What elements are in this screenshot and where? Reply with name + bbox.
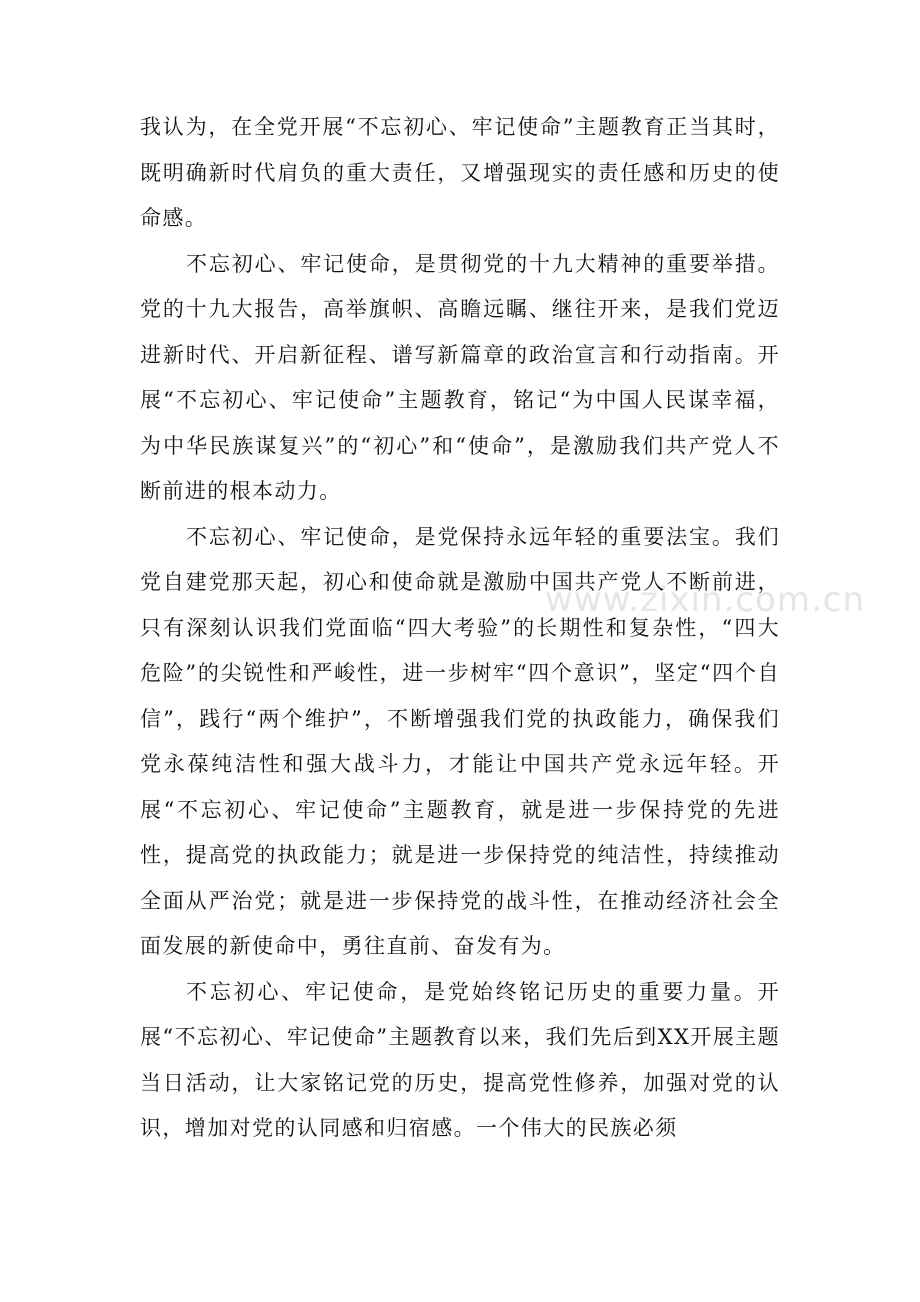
paragraph-4: 不忘初心、牢记使命，是党始终铭记历史的重要力量。开展“不忘初心、牢记使命”主题教育以来，我们先后到XX开展主题当日活动，让大家铭记党的历史，提高党性修养，加强对党的认识，增加对党的认同感和归宿感。一个伟大的民族必须	[140, 979, 780, 1140]
watermark: www.zixin.com.cn	[545, 580, 865, 620]
document-body	[140, 105, 780, 1152]
paragraph-1: 我认为，在全党开展“不忘初心、牢记使命”主题教育正当其时，既明确新时代肩负的重大责任，又增强现实的责任感和历史的使命感。	[140, 115, 780, 230]
paragraph-3: 不忘初心、牢记使命，是党保持永远年轻的重要法宝。我们党自建党那天起，初心和使命就是激励中国共产党人不断前进，只有深刻认识我们党面临“四大考验”的长期性和复杂性，“四大危险”的尖锐性和严峻性，进一步树牢“四个意识”，坚定“四个自信”，践行“两个维护”，不断增强我们党的执政能力，确保我们党永葆纯洁性和强大战斗力，才能让中国共产党永远年轻。开展“不忘初心、牢记使命”主题教育，就是进一步保持党的先进性，提高党的执政能力；就是进一步保持党的纯洁性，持续推动全面从严治党；就是进一步保持党的战斗性，在推动经济社会全面发展的新使命中，勇往直前、奋发有为。	[140, 524, 780, 958]
paragraph-2: 不忘初心、牢记使命，是贯彻党的十九大精神的重要举措。党的十九大报告，高举旗帜、高瞻远瞩、继往开来，是我们党迈进新时代、开启新征程、谱写新篇章的政治宣言和行动指南。开展“不忘初心、牢记使命”主题教育，铭记“为中国人民谋幸福，为中华民族谋复兴”的“初心”和“使命”，是激励我们共产党人不断前进的根本动力。	[140, 251, 780, 503]
